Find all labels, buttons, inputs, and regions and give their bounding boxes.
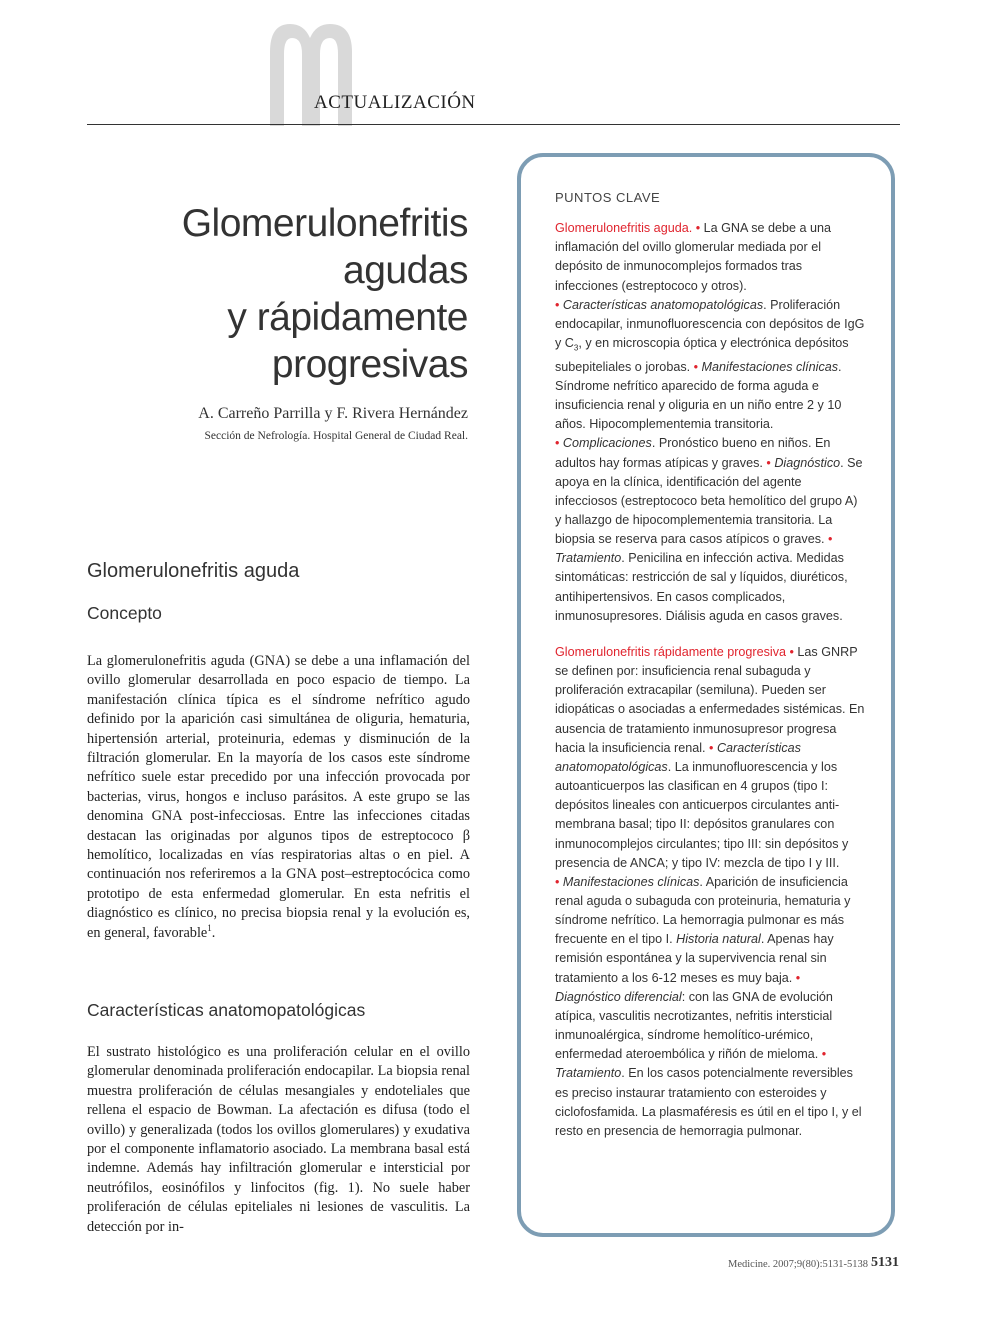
bullet-icon: • xyxy=(821,1047,827,1062)
bullet-icon: • xyxy=(709,740,714,755)
key-points-gnrp: Glomerulonefritis rápidamente progresiva • Las GNRP se definen por: insuficiencia renal subaguda y proliferación extracapilar (semiluna). Pueden ser idiopáticas o asociadas a enfermedades sistémicas. En ausencia de tratamiento inmunosupresor progresa hacia la insuficiencia renal. • Características anatomopatológicas. La inmunofluorescencia y los autoanticuerpos las clasifican en 4 grupos (tipo I: depósitos lineales con anticuerpos circulantes anti-membrana basal; tipo II: depósitos granulares con inmunocomplejos circulantes; tipo III: sin depósitos y presencia de ANCA; y tipo IV: mezcla de tipo I y III. • Manifestaciones clínicas. Aparición de insuficiencia renal aguda o subaguda con proteinuria, hematuria y síndrome nefrítico. La hemorragia pulmonar es más frecuente en el tipo I. Historia natural. Apenas hay remisión espontánea y la supervivencia renal sin tratamiento a los 6-12 meses es muy baja. • Diagnóstico diferencial: con las GNA de evolución atípica, vasculitis necrotizantes, nefritis intersticial inmunoalérgica, síndrome hemolítico-urémico, enfermedad ateroembólica y riñón de mieloma. • Tratamiento. En los casos potencialmente reversibles es preciso instaurar tratamiento con esteroides y ciclofosfamida. La plasmaféresis es útil en el tipo I, y el resto en presencia de hemorragia pulmonar. xyxy=(555,644,865,1138)
article-title xyxy=(68,200,468,388)
key-points-gna: Glomerulonefritis aguda. • La GNA se debe a una inflamación del ovillo glomerular mediada por el depósito de inmunocomplejos formados tras infecciones (estreptococo y otros). • Características anatomopatológicas. Proliferación endocapilar, inmunofluorescencia con depósitos de IgG y $C_3$, y en microscopia óptica y electrónica depósitos subepiteliales o jorobas. • Manifestaciones clínicas. Síndrome nefrítico aparecido de forma aguda e insuficiencia renal y oliguria en un niño entre 2 y 10 años. Hipocomplementemia transitoria. • Complicaciones. Pronóstico bueno en niños. En adultos hay formas atípicas y graves. • Diagnóstico. Se apoya en la clínica, identificación del agente infecciosos (estreptococo beta hemolítico del grupo A) y hallazgo de hipocomplementemia transitoria. La biopsia se reserva para casos atípicos o graves. • Tratamiento. Penicilina en infección activa. Medidas sintomáticas: restricción de sal y líquidos, diuréticos, antihipertensivos. En casos complicados, inmunosupresores. Diálisis aguda en casos graves. xyxy=(555,221,865,623)
page-number: 5131 xyxy=(871,1255,899,1270)
bullet-icon: • xyxy=(555,436,560,451)
heading-caracteristicas: Características anatomopatológicas xyxy=(87,1000,366,1020)
affiliation: Sección de Nefrología. Hospital General de Ciudad Real. xyxy=(204,430,468,442)
journal-citation: Medicine. 2007;9(80):5131-5138 xyxy=(728,1259,868,1270)
heading-concepto: Concepto xyxy=(87,603,162,623)
key-points-title: PUNTOS CLAVE xyxy=(555,190,661,205)
bullet-icon: • xyxy=(693,359,699,374)
paragraph-caracteristicas: El sustrato histológico es una proliferación celular en el ovillo glomerular denominada proliferación endocapilar. La biopsia renal muestra proliferación de células mesangiales y endoteliales que rellena el espacio de Bowman. La afectación es difusa (todo el ovillo) y generalizada (todos los ovillos glomerulares) y exudativa por el componente inflamatorio asociado. La membrana basal está indemne. Además hay infiltración glomerular e intersticial por neutrófilos, eosinófilos y linfocitos (fig. 1). No suele haber proliferación de células epiteliales ni lesiones de vasculitis. La detección por in- xyxy=(87,1044,470,1235)
bullet-icon: • xyxy=(795,970,801,985)
bullet-icon: • xyxy=(789,644,794,659)
bullet-icon: • xyxy=(828,532,833,547)
bullet-icon: • xyxy=(695,221,701,236)
bullet-icon: • xyxy=(555,297,560,312)
title-line: agudas xyxy=(343,249,468,292)
title-line: Glomerulonefritis xyxy=(181,202,468,245)
authors: A. Carreño Parrilla y F. Rivera Hernández xyxy=(198,405,468,422)
kp-heading: Glomerulonefritis aguda. xyxy=(555,221,693,236)
reference-number: 1 xyxy=(207,922,212,933)
heading-glomerulonefritis-aguda: Glomerulonefritis aguda xyxy=(87,560,300,582)
header-rule xyxy=(87,124,900,125)
key-points-content xyxy=(555,188,865,1158)
title-line: y rápidamente xyxy=(227,296,468,339)
bullet-icon: • xyxy=(766,455,771,470)
bullet-icon: • xyxy=(555,874,560,889)
kp-heading: Glomerulonefritis rápidamente progresiva xyxy=(555,644,786,659)
section-tag: ACTUALIZACIÓN xyxy=(314,92,476,113)
title-line: progresivas xyxy=(271,343,468,386)
paragraph-concepto: La glomerulonefritis aguda (GNA) se debe a una inflamación del ovillo glomerular desarrollada en poco espacio de tiempo. La manifestación clínica típica es el síndrome nefrítico agudo definido por la aparición casi simultánea de oliguria, hematuria, hipertensión arterial, proteinuria, edemas y disminución de la filtración glomerular. En la mayoría de los casos este síndrome nefrítico suele estar precedido por una infección provocada por bacterias, virus, hongos e incluso parásitos. A este grupo se las denomina GNA post-infecciosas. Entre las infecciones citadas destacan las originadas por algunos tipos de estreptococo β hemolítico, localizadas en vías respiratorias altas o en piel. A continuación nos referiremos a la GNA post–estreptocócica como prototipo de esta enfermedad glomerular. En esta nefritis el diagnóstico es clínico, no precisa biopsia renal y la evolución es, en general, favorable$^1$. xyxy=(87,653,470,941)
